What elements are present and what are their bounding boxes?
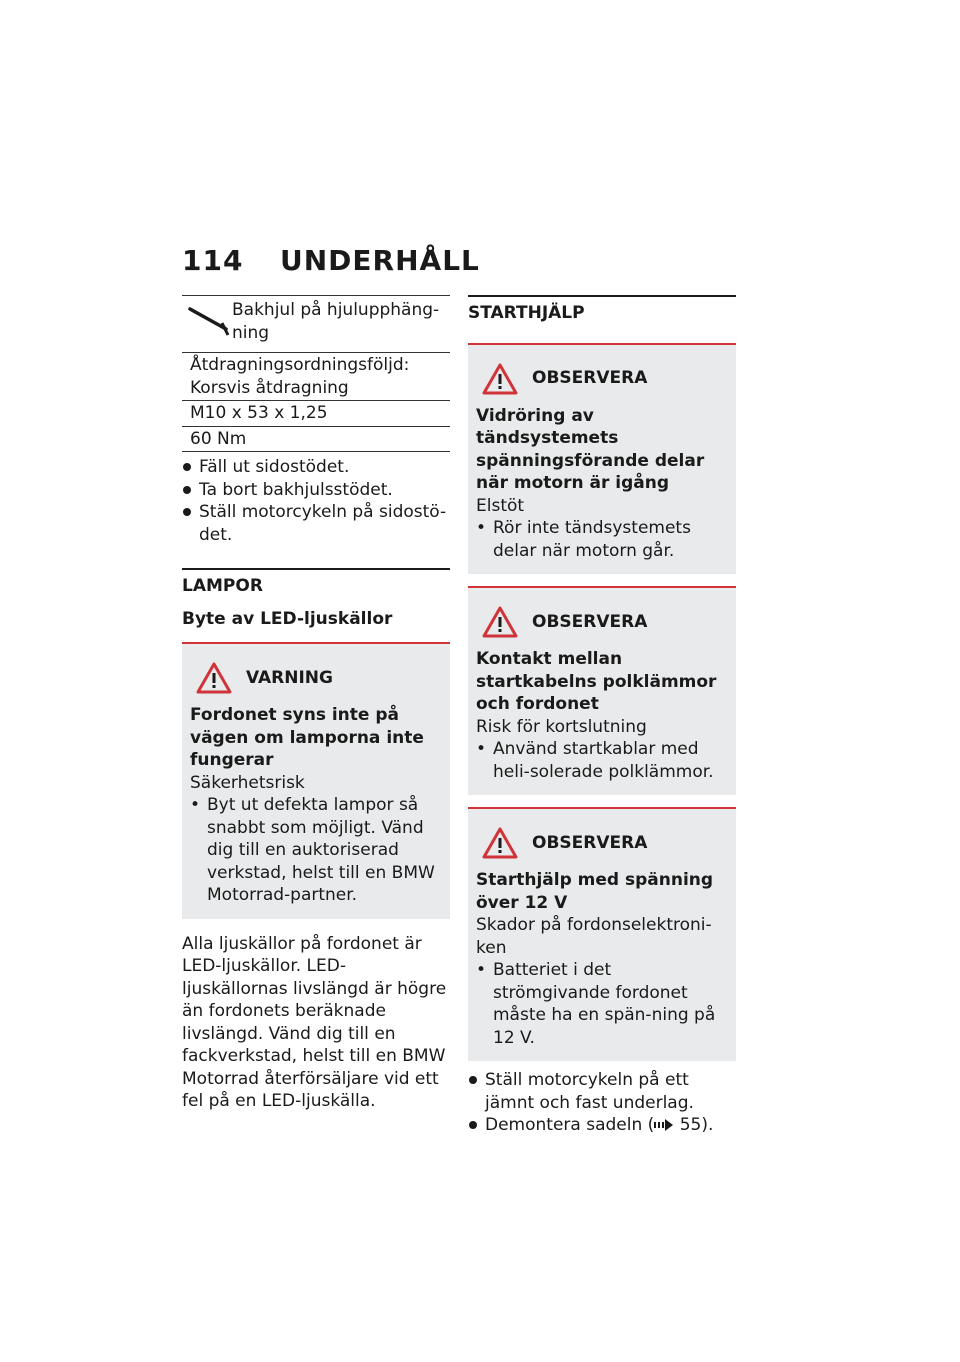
- action-item: • Batteriet i det strömgivande fordonet måste ha en spän-ning på 12 V.: [476, 959, 728, 1049]
- torque-order-label: Åtdragningsordningsföljd:: [190, 355, 410, 375]
- warning-box: [182, 642, 450, 919]
- lamps-subsection-title: Byte av LED-ljuskällor: [182, 608, 393, 629]
- notice-box: [468, 807, 736, 1061]
- action-list: [476, 959, 728, 1049]
- warning-triangle-icon: [196, 662, 232, 694]
- lamps-paragraph: Alla ljuskällor på fordonet är LED-ljuskällor. LED-ljuskällornas livslängd är högre än fordonets beräknade livslängd. Vänd dig till en fackverkstad, helst till en BMW Motorrad återförsäljare vid ett fel på en LED-ljuskälla.: [182, 933, 447, 1111]
- warning-head: [190, 658, 442, 698]
- step-text: Demontera sadeln (: [485, 1115, 655, 1135]
- step-item: Ställ motorcykeln på ett jämnt och fast underlag.: [468, 1069, 736, 1114]
- torque-order: [182, 353, 450, 401]
- signal-word: OBSERVERA: [532, 368, 648, 389]
- torque-table: [182, 295, 450, 452]
- notice-head: [476, 823, 728, 863]
- torque-value: 60 Nm: [190, 428, 247, 449]
- step-item: Fäll ut sidostödet.: [182, 456, 450, 479]
- step-item: [468, 1114, 736, 1137]
- jumpstart-section-title: STARTHJÄLP: [468, 295, 736, 325]
- action-list: [476, 517, 728, 562]
- step-item: Ta bort bakhjulsstödet.: [182, 479, 450, 502]
- hazard-text: Kontakt mellan startkabelns polklämmor och fordonet: [476, 649, 717, 714]
- hazard-text: Starthjälp med spänning över 12 V: [476, 870, 714, 913]
- torque-order-value: Korsvis åtdragning: [190, 377, 349, 398]
- hazard-text: Vidröring av tändsystemets spänningsförande delar när motorn är igång: [476, 405, 705, 493]
- torque-wrench-icon: [186, 299, 232, 339]
- signal-word: OBSERVERA: [532, 611, 648, 632]
- consequence-text: Säkerhetsrisk: [190, 772, 305, 793]
- step-item: Ställ motorcykeln på sidostö-det.: [182, 501, 450, 546]
- torque-title-line1: Bakhjul på hjulupphäng-: [232, 300, 440, 320]
- notice-box: [468, 586, 736, 795]
- chapter-title: UNDERHÅLL: [280, 244, 480, 277]
- notice-box: [468, 343, 736, 575]
- notice-head: [476, 602, 728, 642]
- action-item: • Använd startkablar med heli-solerade polklämmor.: [476, 738, 728, 783]
- consequence-text: Elstöt: [476, 495, 525, 516]
- warning-triangle-icon: [482, 363, 518, 395]
- page-reference-link[interactable]: 55: [679, 1115, 702, 1135]
- bolt-spec: M10 x 53 x 1,25: [182, 401, 450, 427]
- action-item: • Byt ut defekta lampor så snabbt som möjligt. Vänd dig till en auktoriserad verkstad, helst till en BMW Motorrad-partner.: [190, 794, 442, 907]
- notice-head: [476, 359, 728, 399]
- right-steps: [468, 1069, 736, 1137]
- lamps-section-title: LAMPOR: [182, 568, 450, 598]
- consequence-text: Risk för kortslutning: [476, 716, 647, 737]
- left-steps: [182, 456, 450, 546]
- right-column: [468, 295, 736, 1137]
- action-list: [190, 794, 442, 907]
- torque-title-line2: ning: [232, 322, 270, 343]
- page-number: 114: [182, 244, 244, 277]
- page-header: [182, 244, 480, 278]
- consequence-text: Skador på fordonselektroni-ken: [476, 915, 712, 958]
- left-column: [182, 295, 450, 1113]
- warning-triangle-icon: [482, 827, 518, 859]
- step-text-end: ).: [701, 1115, 714, 1135]
- action-list: [476, 738, 728, 783]
- signal-word: VARNING: [246, 667, 333, 688]
- warning-triangle-icon: [482, 606, 518, 638]
- hazard-text: Fordonet syns inte på vägen om lamporna inte fungerar: [190, 705, 424, 770]
- torque-table-title: [182, 296, 450, 353]
- signal-word: OBSERVERA: [532, 832, 648, 853]
- page-reference-arrow-icon[interactable]: [654, 1119, 674, 1131]
- action-item: • Rör inte tändsystemets delar när motorn går.: [476, 517, 728, 562]
